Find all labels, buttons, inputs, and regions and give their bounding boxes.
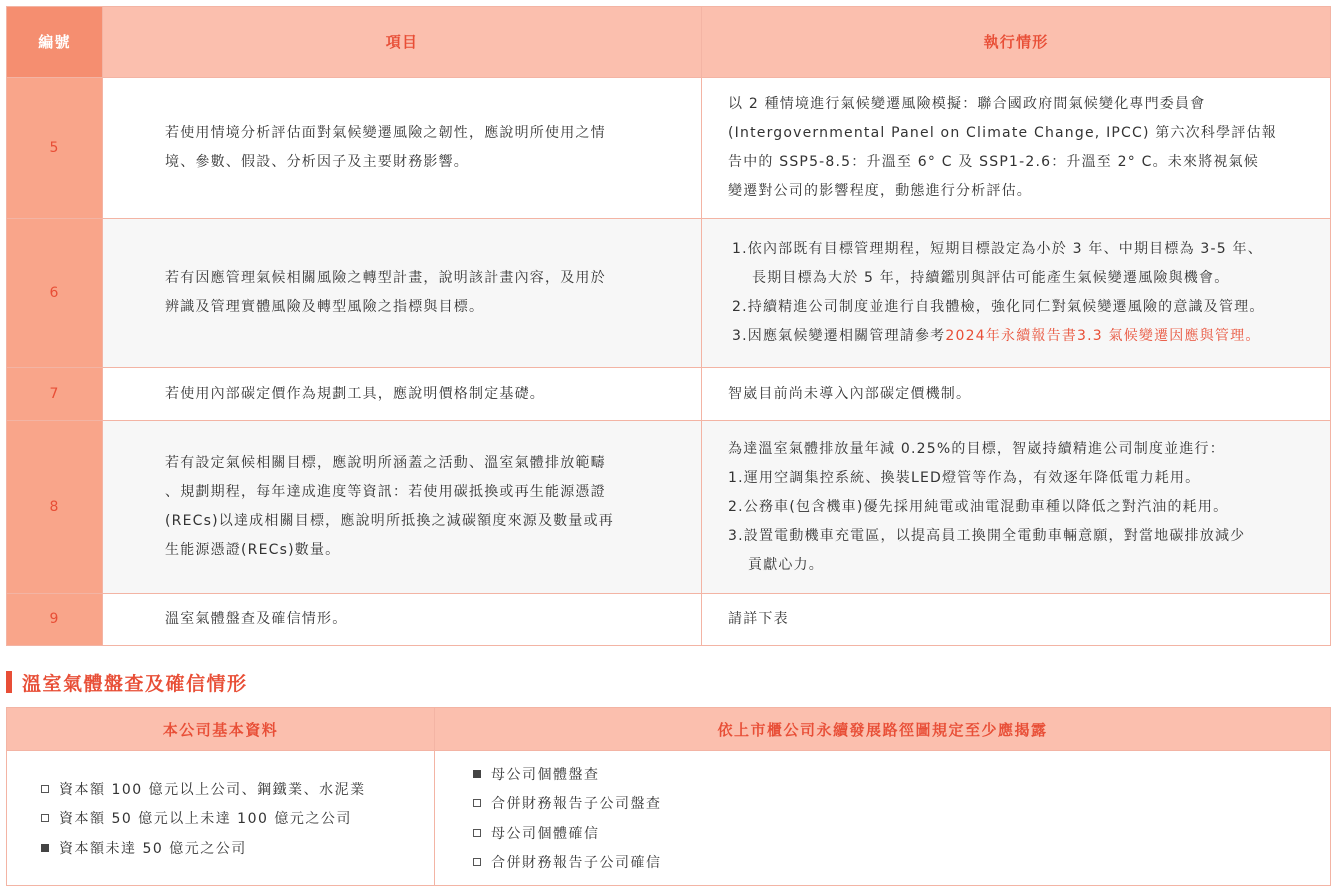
ghg-left-header: 本公司基本資料 (7, 708, 435, 751)
exec-line: 3.因應氣候變遷相關管理請參考 (732, 328, 946, 344)
checkbox-label: 合併財務報告子公司盤查 (491, 796, 662, 813)
row-number: 8 (7, 421, 103, 594)
table-header-row (7, 7, 1331, 78)
item-line: 境、參數、假設、分析因子及主要財務影響。 (165, 154, 469, 170)
exec-line: 1.依內部既有目標管理期程，短期目標設定為小於 3 年、中期目標為 3-5 年、 (732, 241, 1263, 257)
checkbox-label: 合併財務報告子公司確信 (491, 855, 662, 872)
checkbox-label: 母公司個體盤查 (491, 766, 600, 783)
checkbox-icon (473, 829, 481, 837)
item-line: 若使用情境分析評估面對氣候變遷風險之韌性，應說明所使用之情 (165, 125, 606, 141)
checkbox-item (473, 759, 1329, 789)
exec-list-item: 1.運用空調集控系統、換裝LED燈管等作為，有效逐年降低電力耗用。 (728, 469, 1201, 486)
required-disclosures (435, 751, 1331, 886)
table-row (7, 78, 1331, 219)
header-execution: 執行情形 (702, 7, 1331, 78)
checkbox-label: 資本額未達 50 億元之公司 (59, 840, 247, 857)
row-item (103, 421, 702, 594)
row-item (103, 78, 702, 219)
checkbox-item (473, 789, 1329, 819)
checkbox-item (473, 848, 1329, 878)
checkbox-item (41, 774, 433, 804)
row-number: 7 (7, 368, 103, 421)
item-line: 若有因應管理氣候相關風險之轉型計畫，說明該計畫內容，及用於 (165, 270, 606, 286)
section-heading-bar (6, 671, 12, 693)
climate-disclosure-table (6, 6, 1331, 646)
checkbox-label: 資本額 100 億元以上公司、鋼鐵業、水泥業 (59, 781, 366, 798)
exec-line: 智崴目前尚未導入內部碳定價機制。 (728, 385, 972, 402)
section-heading (6, 668, 248, 696)
table-row (7, 368, 1331, 421)
checkbox-icon (473, 799, 481, 807)
row-execution (702, 368, 1331, 421)
header-item: 項目 (103, 7, 702, 78)
checkbox-icon (41, 785, 49, 793)
row-number: 9 (7, 594, 103, 646)
exec-list-item (732, 322, 1316, 351)
row-number: 6 (7, 219, 103, 368)
item-line: (RECs)以達成相關目標，應說明所抵換之減碳額度來源及數量或再 (165, 513, 614, 529)
checkbox-item (41, 833, 433, 863)
report-link[interactable]: 2024年永續報告書3.3 氣候變遷因應與管理 (945, 328, 1246, 344)
ghg-header-row (7, 708, 1331, 751)
exec-list-item: 2.持續精進公司制度並進行自我體檢，強化同仁對氣候變遷風險的意識及管理。 (732, 299, 1265, 315)
checkbox-icon (41, 844, 49, 852)
item-line: 若有設定氣候相關目標，應說明所涵蓋之活動、溫室氣體排放範疇 (165, 455, 606, 471)
exec-line-cont: 貢獻心力。 (748, 556, 824, 573)
company-basic-info (7, 751, 435, 886)
exec-line-cont: 長期目標為大於 5 年，持續鑑別與評估可能產生氣候變遷風險與機會。 (752, 270, 1230, 286)
row-execution (702, 78, 1331, 219)
exec-list-item: 2.公務車(包含機車)優先採用純電或油電混動車種以降低之對汽油的耗用。 (728, 498, 1229, 515)
checkbox-item (41, 803, 433, 833)
checkbox-icon (473, 770, 481, 778)
row-item (103, 219, 702, 368)
item-line: 辨識及管理實體風險及轉型風險之指標與目標。 (165, 299, 485, 315)
row-number: 5 (7, 78, 103, 219)
table-row (7, 594, 1331, 646)
ghg-inventory-table (6, 707, 1331, 886)
row-execution (702, 219, 1331, 368)
exec-line: (Intergovernmental Panel on Climate Change, IPCC) 第六次科學評估報 (728, 125, 1277, 141)
section-heading-text: 溫室氣體盤查及確信情形 (22, 672, 248, 695)
row-item (103, 368, 702, 421)
item-line: 溫室氣體盤查及確信情形。 (165, 611, 348, 627)
exec-list-item (728, 522, 1316, 580)
row-execution (702, 421, 1331, 594)
exec-intro: 為達溫室氣體排放量年減 0.25%的目標，智崴持續精進公司制度並進行： (728, 440, 1225, 457)
item-line: 、規劃期程，每年達成進度等資訊：若使用碳抵換或再生能源憑證 (165, 484, 606, 500)
ghg-right-header: 依上市櫃公司永續發展路徑圖規定至少應揭露 (435, 708, 1331, 751)
row-execution (702, 594, 1331, 646)
exec-line: 變遷對公司的影響程度，動態進行分析評估。 (728, 183, 1032, 199)
header-number: 編號 (7, 7, 103, 78)
checkbox-label: 資本額 50 億元以上未達 100 億元之公司 (59, 811, 352, 827)
checkbox-icon (473, 858, 481, 866)
exec-line: 3.設置電動機車充電區，以提高員工換開全電動車輛意願，對當地碳排放減少 (728, 527, 1246, 544)
exec-list-item (732, 235, 1316, 293)
exec-line-suffix: 。 (1245, 328, 1261, 344)
ghg-body-row (7, 751, 1331, 886)
item-line: 若使用內部碳定價作為規劃工具，應說明價格制定基礎。 (165, 385, 545, 402)
exec-line: 以 2 種情境進行氣候變遷風險模擬：聯合國政府間氣候變化專門委員會 (728, 96, 1206, 112)
table-row (7, 421, 1331, 594)
exec-line: 告中的 SSP5-8.5：升溫至 6° C 及 SSP1-2.6：升溫至 2° C。未來將視氣候 (728, 154, 1259, 170)
exec-line: 請詳下表 (728, 611, 789, 627)
checkbox-item (473, 818, 1329, 848)
item-line: 生能源憑證(RECs)數量。 (165, 542, 341, 558)
row-item (103, 594, 702, 646)
table-row (7, 219, 1331, 368)
checkbox-label: 母公司個體確信 (491, 825, 600, 842)
checkbox-icon (41, 814, 49, 822)
